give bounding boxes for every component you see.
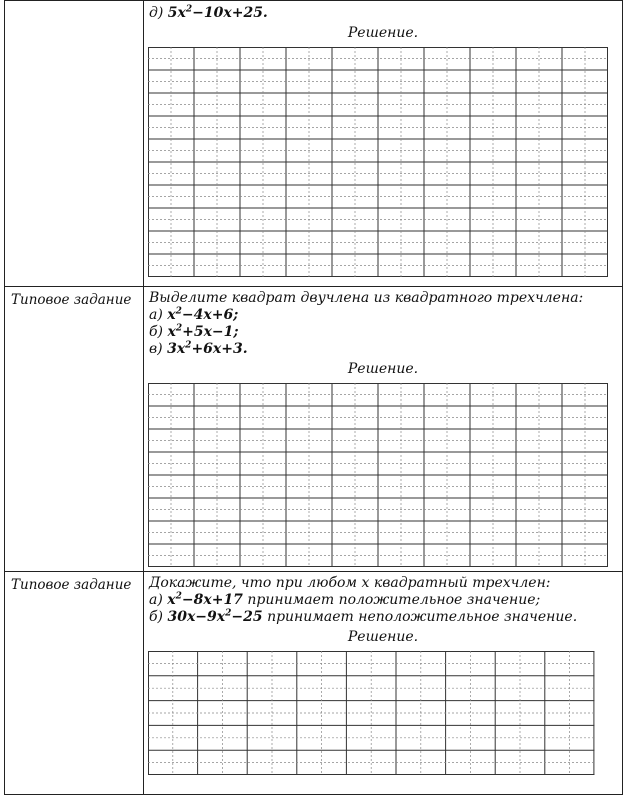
- task-label-cell: [5, 1, 144, 287]
- solution-label: Решение.: [347, 629, 419, 645]
- task-label-cell: [5, 572, 144, 795]
- task-item-line: [144, 609, 622, 626]
- task-content-cell: [144, 287, 623, 572]
- item-marker: д): [149, 5, 164, 21]
- answer-grid[interactable]: [148, 47, 619, 277]
- math-expression: $x^2+5x-1$;: [167, 323, 239, 340]
- task-content-cell: [144, 572, 623, 795]
- task-prompt: Докажите, что при любом x квадратный трехчлен:: [149, 575, 551, 591]
- task-label-cell: [5, 287, 144, 572]
- math-expression: $x^2-8x+17$: [167, 591, 243, 608]
- item-text: принимает положительное значение;: [247, 592, 541, 608]
- task-item-line: [144, 592, 622, 609]
- item-marker: а): [149, 592, 163, 608]
- task-label: Типовое задание: [11, 577, 132, 593]
- task-item-line: [144, 307, 622, 324]
- task-table: [4, 0, 623, 795]
- grid-svg: [148, 383, 618, 567]
- answer-grid[interactable]: [148, 651, 619, 775]
- grid-svg: [148, 47, 618, 277]
- item-marker: а): [149, 307, 163, 323]
- task-label: Типовое задание: [11, 292, 132, 308]
- worksheet-page: [4, 0, 621, 796]
- task-row: [5, 287, 623, 572]
- grid-svg: [148, 651, 618, 775]
- item-marker: в): [149, 341, 163, 357]
- solution-label: Решение.: [347, 361, 419, 377]
- task-row: [5, 572, 623, 795]
- task-item-line: [144, 1, 622, 22]
- solution-label: Решение.: [347, 25, 419, 41]
- math-expression: $x^2-4x+6$;: [167, 306, 239, 323]
- item-marker: б): [149, 609, 164, 625]
- task-item-line: [144, 341, 622, 358]
- task-prompt: Выделите квадрат двучлена из квадратного трехчлена:: [149, 290, 584, 306]
- task-row: [5, 1, 623, 287]
- item-text: принимает неположительное значение.: [267, 609, 578, 625]
- math-expression: $3x^2+6x+3$.: [167, 340, 248, 357]
- task-label: [5, 1, 143, 6]
- math-expression: $30x-9x^2-25$: [167, 608, 263, 625]
- item-marker: б): [149, 324, 164, 340]
- task-content-cell: [144, 1, 623, 287]
- task-item-line: [144, 324, 622, 341]
- math-expression: $5x^2-10x+25$.: [167, 4, 268, 21]
- answer-grid[interactable]: [148, 383, 619, 567]
